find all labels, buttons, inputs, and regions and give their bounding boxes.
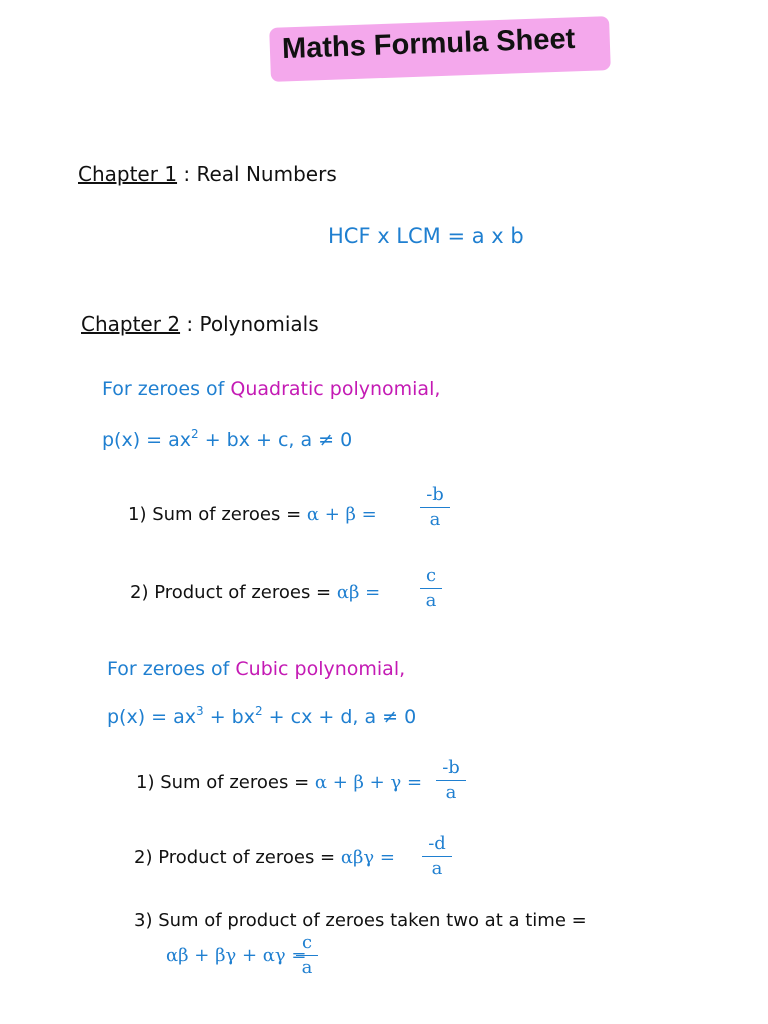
cubic-product-label: 2) Product of zeroes = — [134, 847, 341, 868]
fraction-bar — [296, 955, 318, 956]
cubic-product-numerator: -d — [428, 833, 446, 854]
cubic-eq-exponent-2: 2 — [254, 704, 263, 718]
cubic-sum-fraction — [436, 757, 466, 804]
quadratic-sum-denominator: a — [429, 509, 441, 530]
cubic-pair-sum-expr: αβ + βγ + αγ = — [166, 945, 307, 966]
cubic-sum-label: 1) Sum of zeroes = — [136, 772, 315, 793]
quadratic-intro — [102, 378, 440, 400]
chapter-1-heading — [78, 162, 337, 186]
quadratic-eq-exponent: 2 — [191, 427, 199, 441]
chapter-1-label: Chapter 1 — [78, 162, 178, 186]
cubic-equation — [107, 704, 416, 728]
quadratic-equation — [102, 427, 352, 451]
chapter-1-separator: : — [177, 162, 197, 186]
quadratic-sum-fraction — [420, 484, 450, 531]
fraction-bar — [436, 780, 466, 781]
fraction-bar — [420, 507, 450, 508]
chapter-2-separator: : — [180, 312, 200, 336]
quadratic-product-label: 2) Product of zeroes = — [130, 582, 337, 603]
cubic-sum-expr: α + β + γ = — [314, 772, 423, 793]
quadratic-sum-item — [128, 504, 377, 525]
quadratic-product-item — [130, 582, 380, 603]
cubic-product-fraction — [422, 833, 452, 880]
quadratic-intro-text: For zeroes of — [102, 378, 231, 400]
quadratic-sum-expr: α + β = — [306, 504, 377, 525]
cubic-product-denominator: a — [431, 858, 443, 879]
chapter-2-name: Polynomials — [199, 312, 319, 336]
quadratic-product-expr: αβ = — [336, 582, 381, 603]
cubic-intro — [107, 658, 405, 680]
cubic-pair-sum-numerator: c — [301, 932, 313, 953]
cubic-intro-text: For zeroes of — [107, 658, 236, 680]
fraction-bar — [422, 856, 452, 857]
quadratic-eq-part-a: p(x) = ax — [102, 429, 192, 451]
hcf-lcm-formula: HCF x LCM = a x b — [328, 224, 524, 248]
quadratic-product-fraction — [420, 565, 442, 612]
cubic-eq-part-c: + cx + d, a ≠ 0 — [262, 706, 417, 728]
cubic-sum-numerator: -b — [442, 757, 460, 778]
chapter-2-heading — [81, 312, 319, 336]
quadratic-type: Quadratic polynomial, — [230, 378, 441, 400]
chapter-2-label: Chapter 2 — [81, 312, 181, 336]
cubic-pair-sum-denominator: a — [301, 957, 313, 978]
quadratic-product-numerator: c — [425, 565, 437, 586]
cubic-product-expr: αβγ = — [340, 847, 395, 868]
quadratic-product-denominator: a — [425, 590, 437, 611]
page-title: Maths Formula Sheet — [281, 22, 576, 66]
chapter-1-name: Real Numbers — [196, 162, 337, 186]
cubic-eq-part-a: p(x) = ax — [107, 706, 197, 728]
cubic-pair-sum-label: 3) Sum of product of zeroes taken two at a time = — [134, 910, 587, 931]
quadratic-sum-label: 1) Sum of zeroes = — [128, 504, 307, 525]
cubic-type: Cubic polynomial, — [235, 658, 406, 680]
cubic-sum-item — [136, 772, 422, 793]
cubic-pair-sum-fraction — [296, 932, 318, 979]
cubic-eq-part-b: + bx — [203, 706, 255, 728]
quadratic-sum-numerator: -b — [426, 484, 444, 505]
cubic-sum-denominator: a — [445, 782, 457, 803]
fraction-bar — [420, 588, 442, 589]
cubic-eq-exponent-1: 3 — [196, 704, 204, 718]
quadratic-eq-part-b: + bx + c, a ≠ 0 — [198, 429, 353, 451]
cubic-product-item — [134, 847, 395, 868]
